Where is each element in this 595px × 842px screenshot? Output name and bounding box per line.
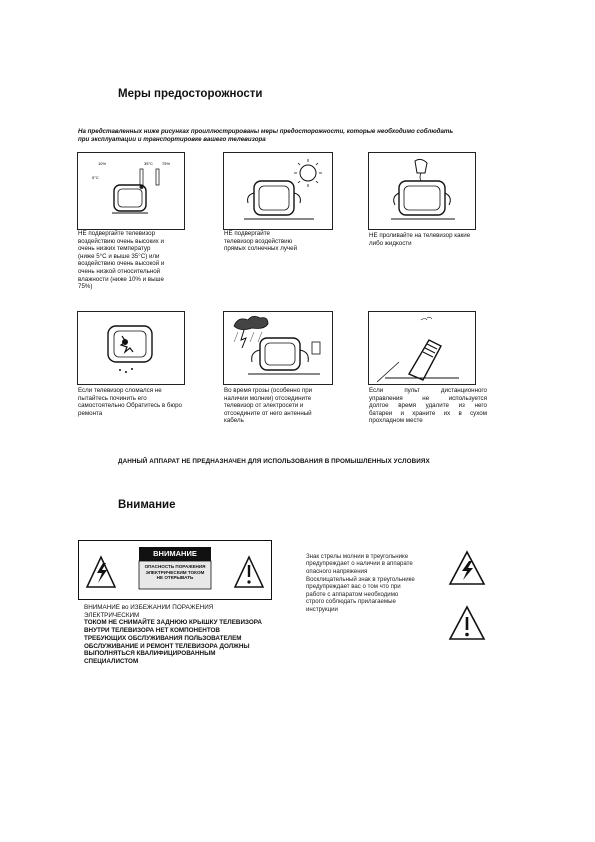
exclamation-triangle-icon (448, 604, 486, 642)
illustration-remote (368, 311, 476, 385)
warning-label (78, 540, 272, 600)
illustration-temperature (77, 152, 185, 230)
industrial-notice: ДАННЫЙ АППАРАТ НЕ ПРЕДНАЗНАЧЕН ДЛЯ ИСПОЛЬЗОВАНИЯ В ПРОМЫШЛЕННЫХ УСЛОВИЯХ (118, 458, 430, 465)
illustration-broken (77, 311, 185, 385)
section-title-precautions: Меры предосторожности (118, 88, 263, 100)
label-body: ОПАСНОСТЬ ПОРАЖЕНИЯ ЭЛЕКТРИЧЕСКИМ ТОКОМ НЕ ОТКРЫВАТЬ (144, 564, 206, 581)
caption-sun: НЕ подвергайте телевизор воздействию прямых солнечных лучей (224, 230, 298, 253)
illustration-sun (223, 152, 333, 230)
illustration-liquid (368, 152, 476, 230)
svg-text:35°С: 35°С (144, 161, 153, 166)
caption-remote: Если пульт дистанционного управления не используется долгое время удалите из него батареи и храните их в сухом прохладном месте (369, 387, 487, 425)
caption-temperature: НЕ подвергайте телевизор воздействию очень высоких и очень низких температур (ниже 5°С и выше 35°С) или воздействию очень высокой и очень низкой относительной влажности (ниже 10% и выше 75%) (78, 230, 165, 291)
lightning-explanation: Знак стрелы молнии в треугольнике предупреждает о наличии в аппарате опасного напряжения (306, 553, 413, 575)
svg-text:5°С: 5°С (92, 175, 99, 180)
caption-liquid: НЕ проливайте на телевизор какие либо жидкости (369, 232, 471, 247)
caption-broken: Если телевизор сломался не пытайтесь починить его самостоятельно Обратитесь в бюро ремонта (78, 387, 182, 417)
section-title-attention: Внимание (118, 499, 176, 511)
exclaim-explanation: Восклицательный знак в треугольнике предупреждает вас о том что при работе с аппаратом необходимо строго соблюдать прилагаемые инструкции (306, 576, 415, 613)
illustration-storm (223, 311, 333, 385)
intro-text: На представленных ниже рисунках проиллюстрированы меры предосторожности, которые необходимо соблюдать при эксплуатации и транспортировке вашего телевизора (78, 128, 454, 143)
label-heading: ВНИМАНИЕ (153, 549, 197, 558)
lightning-triangle-icon (448, 549, 486, 587)
warning-text: ВНИМАНИЕ во ИЗБЕЖАНИИ ПОРАЖЕНИЯ ЭЛЕКТРИЧЕСКИМ ТОКОМ НЕ СНИМАЙТЕ ЗАДНЮЮ КРЫШКУ ТЕЛЕВИЗОРА ВНУТРИ ТЕЛЕВИЗОРА НЕТ КОМПОНЕНТОВ ТРЕБУЮЩИХ ОБСЛУЖИВАНИЯ ПОЛЬЗОВАТЕЛЕМ ОБСЛУЖИВАНИЕ И РЕМОНТ ТЕЛЕВИЗОРА ДОЛЖНЫ ВЫПОЛНЯТЬСЯ КВАЛИФИЦИРОВАННЫМ СПЕЦИАЛИСТОМ (84, 604, 262, 665)
svg-text:75%: 75% (162, 161, 171, 166)
caption-storm: Во время грозы (особенно при наличии молнии) отсоедините телевизор от электросети и отсоедините от него антенный кабель (224, 387, 313, 425)
svg-text:10%: 10% (98, 161, 107, 166)
